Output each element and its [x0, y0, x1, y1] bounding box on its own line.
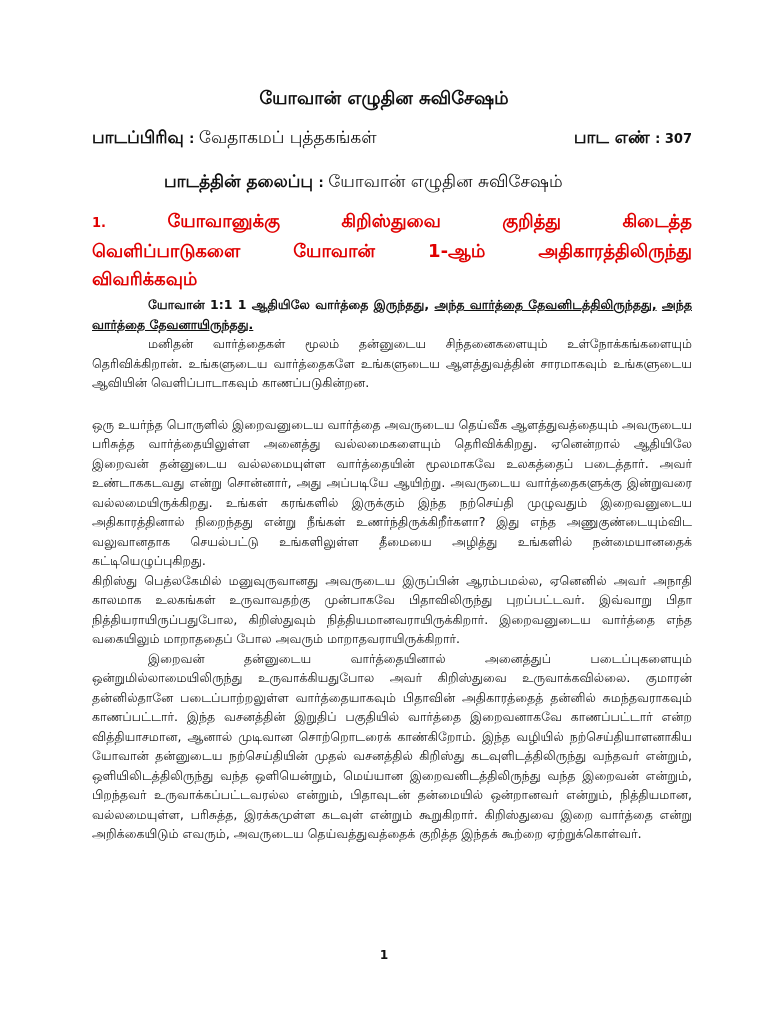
verse-text-c: அந்த வார்த்தை தேவனாயிருந்தது.	[92, 297, 692, 332]
paragraph-2: ஒரு உயர்ந்த பொருளில் இறைவனுடைய வார்த்தை அவருடைய தெய்வீக ஆளத்துவத்தையும் அவருடைய பரிசுத்த வார்த்தையிலுள்ள அனைத்து வல்லமைகளையும் தெரிவிக்கிறது. ஏனென்றால் ஆதியிலே இறைவன் தன்னுடைய வல்லமையுள்ள வார்த்தையின் மூலமாகவே உலகத்தைப் படைத்தார். அவர் உண்டாககடவது என்று சொன்னார், அது அப்படியே ஆயிற்று. அவருடைய வார்த்தைகளுக்கு இன்றுவரை வல்லமையிருக்கிறது. உங்கள் கரங்களில் இருக்கும் இந்த நற்செய்தி முழுவதும் இறைவனுடைய அதிகாரத்தினால் நிறைந்தது என்று நீங்கள் உணர்ந்திருக்கிறீர்களா? இது எந்த அணுகுண்டையும்விட வலுவானதாக செயல்பட்டு உங்களிலுள்ள தீமையை அழித்து உங்களில் நன்மையானதைக் கட்டியெழுப்புகிறது.	[92, 416, 692, 568]
question-line-1	[92, 208, 692, 238]
section-value: வேதாகமப் புத்தகங்கள்	[198, 128, 377, 148]
body-text	[92, 295, 692, 844]
colon-separator: :	[655, 132, 665, 147]
topic-value: யோவான் எழுதின சுவிசேஷம்	[328, 172, 563, 192]
paragraph-4: இறைவன் தன்னுடைய வார்த்தையினால் அனைத்துப் படைப்புகளையும் ஒன்றுமில்லாமையிலிருந்து உருவாக்கியதுபோல அவர் கிறிஸ்துவை உருவாக்கவில்லை. குமாரன் தன்னில்தானே படைப்பாற்றலுள்ள வார்த்தையாகவும் பிதாவின் அதிகாரத்தைத் தன்னில் சுமந்தவராகவும் காணப்பட்டார். இந்த வசனத்தின் இறுதிப் பகுதியில் வார்த்தை இறைவனாகவே காணப்பட்டார் என்ற வித்தியாசமான, ஆனால் முடிவான சொற்றொடரைக் காண்கிறோம். இந்த வழியில் நற்செய்தியாளனாகிய யோவான் தன்னுடைய நற்செய்தியின் முதல் வசனத்தில் கிறிஸ்து கடவுளிடத்திலிருந்து வந்தவர் என்றும், ஒளியிலிடத்திலிருந்து வந்த ஒளியென்றும், மெய்யான இறைவனிடத்திலிருந்து வந்த இறைவன் என்றும், பிறந்தவர் உருவாக்கப்பட்டவரல்ல என்றும், பிதாவுடன் தன்மையில் ஒன்றானவர் என்றும், நித்தியமான, வல்லமையுள்ள, பரிசுத்த, இரக்கமுள்ள கடவுள் என்றும் கூறுகிறார். கிறிஸ்துவை இறை வார்த்தை என்று அறிக்கையிடும் எவரும், அவருடைய தெய்வத்துவத்தைக் குறித்த இந்தக் கூற்றை ஏற்றுக்கொள்வர்.	[92, 650, 692, 841]
question-line-3: விவரிக்கவும்	[92, 269, 198, 290]
paragraph-1: மனிதன் வார்த்தைகள் மூலம் தன்னுடைய சிந்தனைகளையும் உள்நோக்கங்களையும் தெரிவிக்கிறான். உங்களுடைய வார்த்தைகளே உங்களுடைய ஆளத்துவத்தின் சாரமாகவும் உங்களுடைய ஆவியின் வெளிப்பாடாகவும் காணப்படுகின்றன.	[92, 336, 692, 390]
question-number: 1.	[92, 216, 106, 231]
lesson-number-value: 307	[664, 132, 692, 147]
section-label: பாடப்பிரிவு	[92, 128, 184, 148]
colon-separator: :	[189, 132, 199, 147]
topic-label: பாடத்தின் தலைப்பு	[164, 172, 314, 192]
question-heading	[92, 208, 692, 294]
paragraph-3: கிறிஸ்து பெத்லகேமில் மனுவுருவானது அவருடைய இருப்பின் ஆரம்பமல்ல, ஏனெனில் அவர் அநாதி காலமாக உலகங்கள் உருவாவதற்கு முன்பாகவே பிதாவிலிருந்து புறப்பட்டவர். இவ்வாறு பிதா நித்தியராயிருப்பதுபோல, கிறிஸ்துவும் நித்தியமானவராயிருக்கிறார். இறைவனுடைய வார்த்தை எந்த வகையிலும் மாறாததைப் போல அவரும் மாறாதவராயிருக்கிறார்.	[92, 572, 692, 646]
question-line-2: வெளிப்பாடுகளை யோவான் 1-ஆம் அதிகாரத்திலிருந்து	[92, 241, 692, 262]
verse-quote	[92, 295, 692, 334]
question-text-1: யோவானுக்கு கிறிஸ்துவை குறித்து கிடைத்த	[167, 211, 692, 232]
document-title: யோவான் எழுதின சுவிசேஷம்	[259, 88, 509, 109]
page-number: 1	[379, 948, 389, 962]
topic-row	[164, 172, 563, 194]
verse-text-a: ஆதியிலே வார்த்தை இருந்தது,	[251, 297, 430, 312]
verse-reference: யோவான் 1:1 1	[148, 297, 247, 312]
lesson-number-label: பாட எண்	[573, 128, 650, 148]
section-info	[92, 128, 377, 150]
lesson-meta-row	[92, 128, 692, 150]
lesson-number-info	[574, 128, 692, 150]
colon-separator: :	[318, 176, 329, 191]
verse-text-b: அந்த வார்த்தை தேவனிடத்திலிருந்தது,	[434, 297, 657, 312]
